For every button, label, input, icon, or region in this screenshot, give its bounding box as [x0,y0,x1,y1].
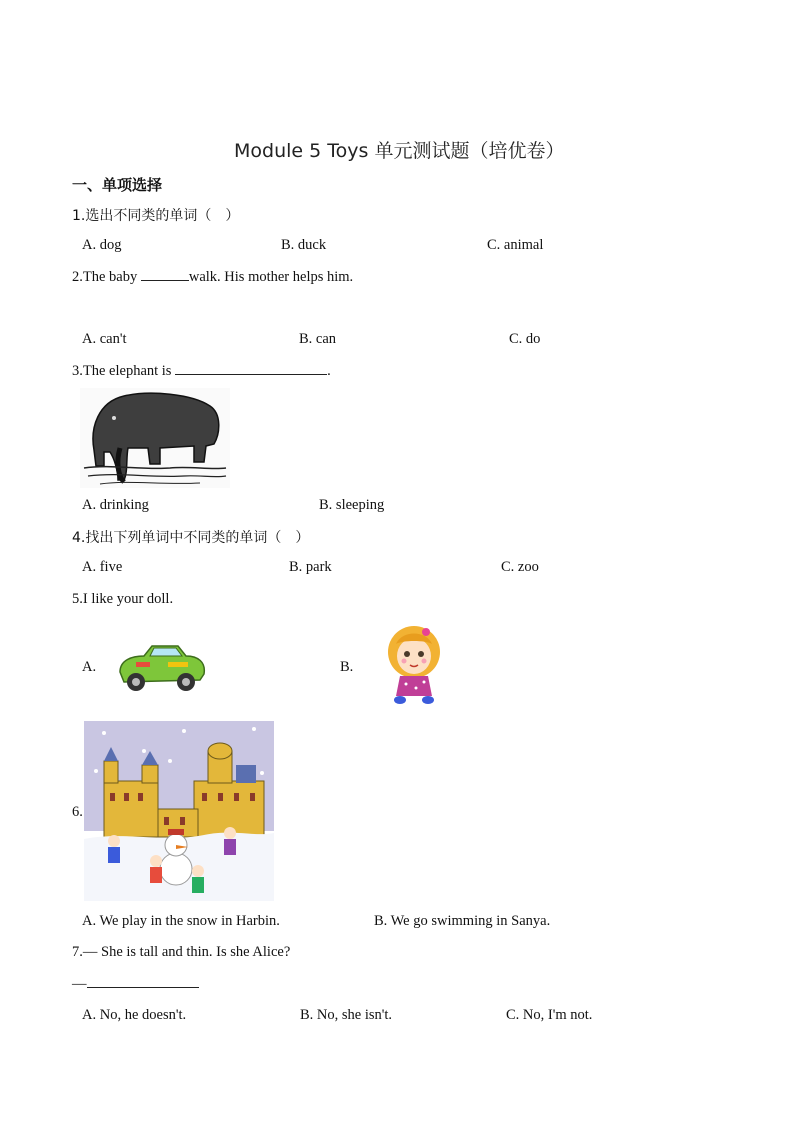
q7-dash: — [72,976,87,992]
q4-option-a[interactable]: A. five [82,559,123,575]
q2-option-c[interactable]: C. do [509,331,541,347]
q2-option-b[interactable]: B. can [299,331,337,347]
question-2-stem [72,268,353,286]
q7-option-b[interactable]: B. No, she isn't. [300,1007,393,1023]
q4-option-c[interactable]: C. zoo [501,559,539,575]
question-3-stem [72,362,331,380]
q1-option-b[interactable]: B. duck [281,237,327,253]
q1-option-a[interactable]: A. dog [82,237,122,253]
q4-option-b[interactable]: B. park [289,559,332,575]
q3-answer-blank[interactable] [175,362,327,375]
q2-option-a[interactable]: A. can't [82,331,127,347]
harbin-snow-scene-image [84,721,274,901]
question-7-stem: 7.— She is tall and thin. Is she Alice? [72,944,291,960]
q6-option-a[interactable]: A. We play in the snow in Harbin. [82,913,280,929]
q5-option-b[interactable]: B. [340,659,354,675]
q5-option-a[interactable]: A. [82,659,97,675]
q7-option-c[interactable]: C. No, I'm not. [506,1007,593,1023]
q2-answer-blank[interactable] [141,268,189,281]
page-title: Module 5 Toys 单元测试题（培优卷） [234,140,565,162]
section-heading: 一、单项选择 [72,176,163,194]
question-6-number: 6. [72,804,83,820]
q1-option-c[interactable]: C. animal [487,237,544,253]
q3-stem-post: . [327,363,331,379]
question-4-stem: 4.找出下列单词中不同类的单词（ ） [72,530,310,546]
q7-answer-line [72,975,199,993]
q3-option-a[interactable]: A. drinking [82,497,149,513]
q6-option-b[interactable]: B. We go swimming in Sanya. [374,913,551,929]
q3-stem-pre: 3.The elephant is [72,363,176,379]
doll-image [386,624,442,706]
question-1-stem: 1.选出不同类的单词（ ） [72,208,240,224]
q7-answer-blank[interactable] [87,975,199,988]
q2-stem-pre: 2.The baby [72,269,141,285]
elephant-drinking-image [80,388,230,488]
q2-stem-post: walk. His mother helps him. [188,269,354,285]
toy-car-image [114,638,208,696]
q7-option-a[interactable]: A. No, he doesn't. [82,1007,187,1023]
question-5-stem: 5.I like your doll. [72,591,174,607]
q3-option-b[interactable]: B. sleeping [319,497,385,513]
